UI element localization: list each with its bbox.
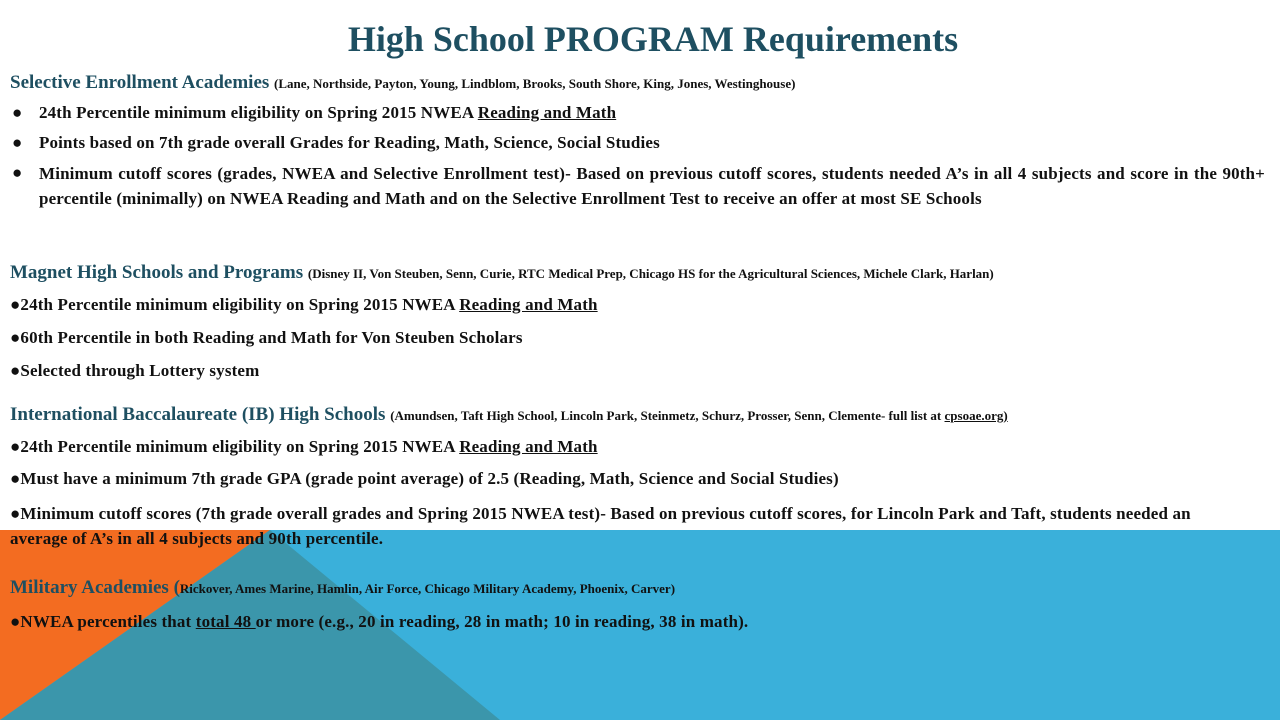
heading-note: (Lane, Northside, Payton, Young, Lindblom, Brooks, South Shore, King, Jones, Westinghouse) bbox=[274, 76, 796, 91]
list-item: ●24th Percentile minimum eligibility on Spring 2015 NWEA Reading and Math bbox=[10, 437, 598, 456]
heading-note: (Disney II, Von Steuben, Senn, Curie, RTC Medical Prep, Chicago HS for the Agricultural Sciences, Michele Clark, Harlan) bbox=[307, 266, 994, 281]
page-title: High School PROGRAM Requirements bbox=[347, 19, 959, 59]
list-item: Minimum cutoff scores (grades, NWEA and Selective Enrollment test)- Based on previous cutoff scores, students needed A’s in all 4 subjects and score in the 90th+ percentile (minimally) on NWEA Reading and Math and on the Selective Enrollment Test to receive an offer at most SE Schools bbox=[39, 164, 1265, 208]
heading-note: (Amundsen, Taft High School, Lincoln Park, Steinmetz, Schurz, Prosser, Senn, Clemente- full list at cpsoae.org) bbox=[390, 408, 1008, 423]
bullet-dot: ● bbox=[10, 469, 21, 488]
heading-text: Magnet High Schools and Programs bbox=[10, 262, 304, 283]
heading-text: Military Academies ( bbox=[10, 577, 180, 598]
section-heading-magnet bbox=[10, 262, 994, 284]
heading-note: Rickover, Ames Marine, Hamlin, Air Force, Chicago Military Academy, Phoenix, Carver) bbox=[179, 581, 676, 596]
list-item: ●60th Percentile in both Reading and Math for Von Steuben Scholars bbox=[10, 328, 523, 347]
bullet-dot: ● bbox=[10, 612, 21, 631]
bullet-dot: ● bbox=[10, 437, 21, 456]
list-item: ●Minimum cutoff scores (7th grade overall grades and Spring 2015 NWEA test)- Based on previous cutoff scores, for Lincoln Park and Taft, students needed an average of A’s in all 4 subjects and 90th percentile. bbox=[10, 504, 1191, 548]
list-item: ●Must have a minimum 7th grade GPA (grade point average) of 2.5 (Reading, Math, Science and Social Studies) bbox=[10, 469, 839, 488]
bullet-dot: ● bbox=[10, 504, 21, 523]
bullet-dot: ● bbox=[10, 295, 21, 314]
heading-text: International Baccalaureate (IB) High Schools bbox=[10, 404, 386, 425]
list-item: ●Selected through Lottery system bbox=[10, 361, 260, 380]
list-item: ●NWEA percentiles that total 48 or more (e.g., 20 in reading, 28 in math; 10 in reading, 38 in math). bbox=[10, 612, 749, 631]
list-item: ●24th Percentile minimum eligibility on Spring 2015 NWEA Reading and Math bbox=[10, 295, 598, 314]
heading-text: Selective Enrollment Academies bbox=[10, 72, 270, 93]
bullet-dot: ● bbox=[10, 361, 21, 380]
bullet-dot: ● bbox=[10, 328, 21, 347]
section-heading-selective bbox=[10, 72, 795, 94]
list-item: Points based on 7th grade overall Grades for Reading, Math, Science, Social Studies bbox=[39, 133, 660, 152]
cpsoae-link[interactable]: cpsoae.org) bbox=[944, 408, 1008, 423]
bullet-dot: ● bbox=[12, 163, 23, 182]
section-heading-military bbox=[10, 577, 675, 599]
list-item: 24th Percentile minimum eligibility on Spring 2015 NWEA Reading and Math bbox=[39, 103, 617, 122]
bullet-dot: ● bbox=[12, 133, 23, 152]
section-heading-ib bbox=[10, 404, 1008, 426]
bullet-dot: ● bbox=[12, 103, 23, 122]
